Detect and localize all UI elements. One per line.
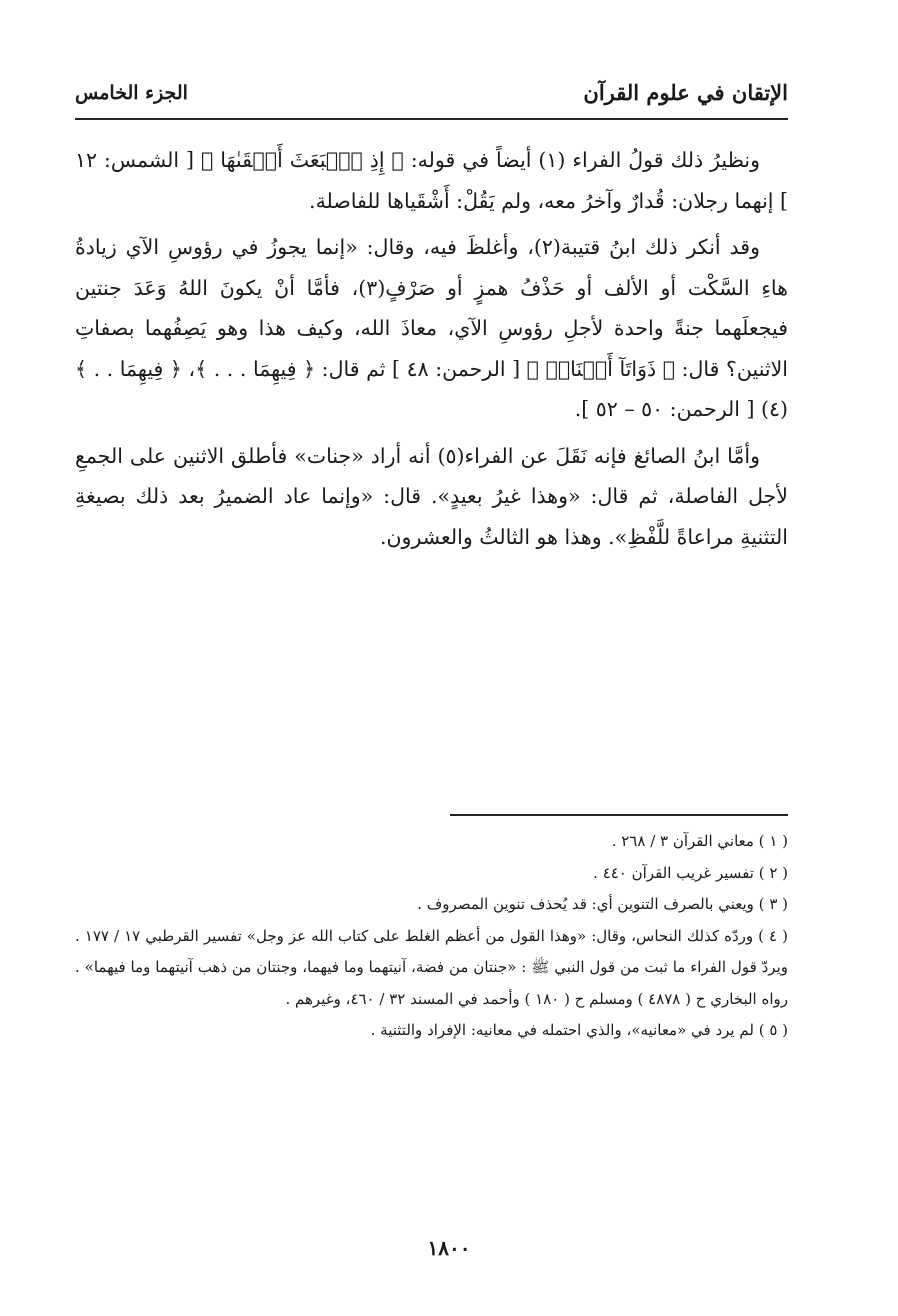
header-divider <box>75 118 788 120</box>
paragraph-2: وقد أنكر ذلك ابنُ قتيبة(٢)، وأغلظَ فيه، وقال: «إنما يجوزُ في رؤوسِ الآي زيادةُ هاءِ السَّكْت أو الألف أو حَذْفُ همزٍ أو صَرْفٍ(٣)، فأمَّا أنْ يكونَ اللهُ وَعَدَ جنتين فيجعلَهما جنةً واحدة لأجلِ رؤوسِ الآي، معاذَ الله، وكيف هذا وهو يَصِفُهما بصفاتِ الاثنين؟ قال: ﴿ ذَوَاتَآ أَفۡنَانٖ ﴾ [ الرحمن: ٤٨ ] ثم قال: ﴿ فِيهِمَا . . . ﴾، ﴿ فِيهِمَا . . ﴾(٤) [ الرحمن: ٥٠ – ٥٢ ]. <box>75 235 788 421</box>
paragraph-1: ونظيرُ ذلك قولُ الفراء (١) أيضاً في قوله: ﴿ إِذِ ٱنۢبَعَثَ أَشۡقَىٰهَا ﴾ [ الشمس: ١٢ ] إنهما رجلان: قُدارٌ وآخرُ معه، ولم يَقُلْ: أَشْقَياها للفاصلة. <box>75 148 788 213</box>
volume-label: الجزء الخامس <box>75 82 188 104</box>
footnotes <box>75 826 788 1047</box>
book-title: الإتقان في علوم القرآن <box>583 80 788 105</box>
footnote-divider <box>450 814 788 816</box>
footnote-4: ( ٤ ) وردّه كذلك النحاس، وقال: «وهذا القول من أعظم الغلط على كتاب الله عز وجل» تفسير القرطبي ١٧ / ١٧٧ . ويردّ قول الفراء ما ثبت من قول النبي ﷺ : «جنتان من فضة، آنيتهما وما فيهما، وجنتان من ذهب آنيتهما وما فيهما» . رواه البخاري ح ( ٤٨٧٨ ) ومسلم ح ( ١٨٠ ) وأحمد في المسند ٣٢ / ٤٦٠، وغيرهم . <box>75 926 788 1008</box>
footnote-3: ( ٣ ) ويعني بالصرف التنوين أي: قد يُحذف تنوين المصروف . <box>417 895 788 913</box>
main-text <box>75 140 788 563</box>
footnote-5: ( ٥ ) لم يرد في «معانيه»، والذي احتمله في معانيه: الإفراد والتثنية . <box>370 1021 788 1039</box>
page-number: ١٨٠٠ <box>427 1236 471 1260</box>
footnote-2: ( ٢ ) تفسير غريب القرآن ٤٤٠ . <box>593 863 788 882</box>
running-header <box>75 76 788 116</box>
footnote-1: ( ١ ) معاني القرآن ٣ / ٢٦٨ . <box>611 832 788 850</box>
paragraph-3: وأمَّا ابنُ الصائغ فإنه نَقَلَ عن الفراء(٥) أنه أراد «جنات» فأطلق الاثنين على الجمعِ لأجل الفاصلة، ثم قال: «وهذا غيرُ بعيدٍ». قال: «وإنما عاد الضميرُ بعد ذلك بصيغةِ التثنيةِ مراعاةً للَّفْظِ». وهذا هو الثالثُ والعشرون. <box>75 443 788 549</box>
